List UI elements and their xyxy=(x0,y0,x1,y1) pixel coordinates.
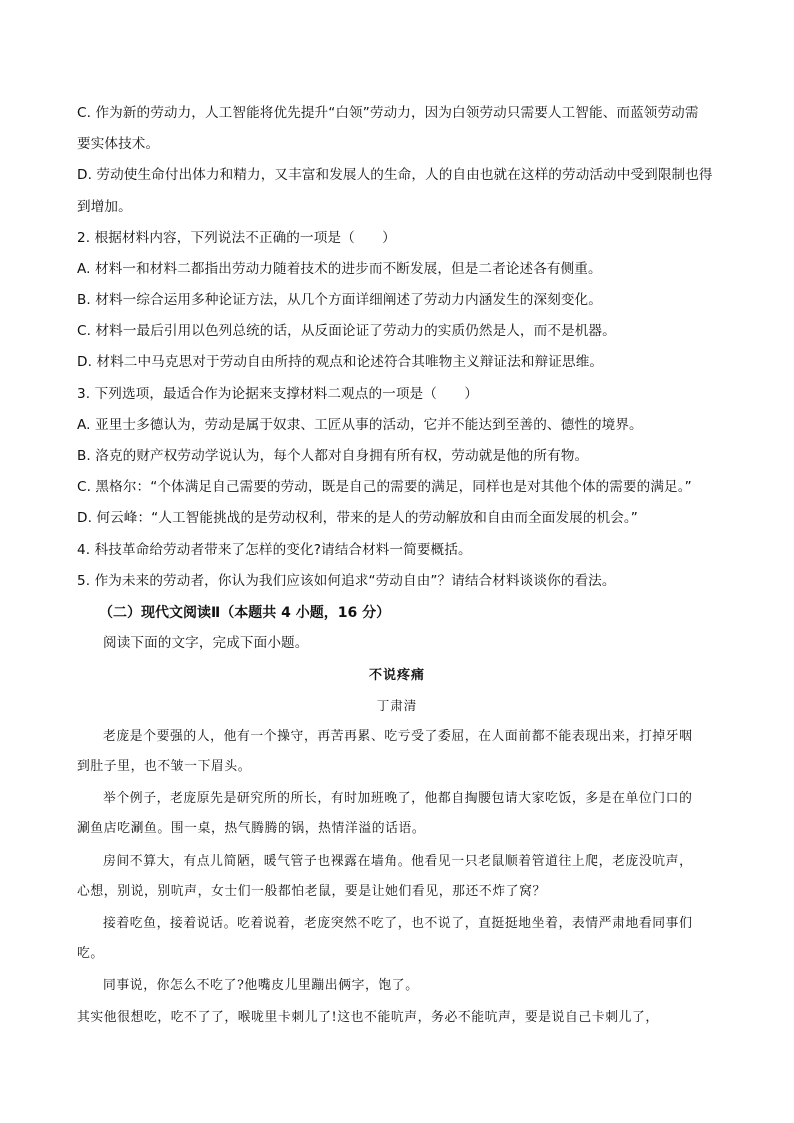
q1-option-d-line2: 到增加。 xyxy=(77,199,132,215)
story-paragraph-5: 同事说，你怎么不吃了?他嘴皮儿里蹦出俩字，饱了。 xyxy=(103,978,419,993)
story-author: 丁肃清 xyxy=(376,698,418,713)
q3-option-b: B. 洛克的财产权劳动学说认为，每个人都对自身拥有所有权，劳动就是他的所有物。 xyxy=(77,448,589,464)
story-paragraph-2-line2: 涮鱼店吃涮鱼。围一桌，热气腾腾的锅，热情洋溢的话语。 xyxy=(77,821,426,836)
question-3: 3. 下列选项，最适合作为论据来支撑材料二观点的一项是（ ） xyxy=(77,386,479,402)
story-paragraph-1-line2: 到肚子里，也不皱一下眉头。 xyxy=(77,759,252,774)
story-paragraph-3-line1: 房间不算大，有点儿简陋，暖气管子也裸露在墙角。他看见一只老鼠顺着管道往上爬，老庞没吭声， xyxy=(103,854,693,869)
q1-option-d-line1: D. 劳动使生命付出体力和精力，又丰富和发展人的生命，人的自由也就在这样的劳动活动中受到限制也得 xyxy=(77,167,713,183)
question-5: 5. 作为未来的劳动者，你认为我们应该如何追求“劳动自由”？请结合材料谈谈你的看法。 xyxy=(77,573,616,589)
story-title: 不说疼痛 xyxy=(368,668,425,683)
story-paragraph-4-line1: 接着吃鱼，接着说话。吃着说着，老庞突然不吃了，也不说了，直挺挺地坐着，表情严肃地看同事们 xyxy=(103,916,693,931)
q3-option-d: D. 何云峰：“人工智能挑战的是劳动权利，带来的是人的劳动解放和自由而全面发展的机会。” xyxy=(77,510,638,526)
question-4: 4. 科技革命给劳动者带来了怎样的变化?请结合材料一简要概括。 xyxy=(77,542,472,558)
story-paragraph-3-line2: 心想，别说，别吭声，女士们一般都怕老鼠，要是让她们看见，那还不炸了窝？ xyxy=(77,884,546,899)
q3-option-a: A. 亚里士多德认为，劳动是属于奴隶、工匠从事的活动，它并不能达到至善的、德性的境界。 xyxy=(77,417,643,433)
story-paragraph-1-line1: 老庞是个要强的人，他有一个操守，再苦再累、吃亏受了委屈，在人面前都不能表现出来，打掉牙咽 xyxy=(103,729,693,744)
q2-option-d: D. 材料二中马克思对于劳动自由所持的观点和论述符合其唯物主义辩证法和辩证思维。 xyxy=(77,354,604,370)
section-instruction: 阅读下面的文字，完成下面小题。 xyxy=(103,635,309,651)
q2-option-b: B. 材料一综合运用多种论证方法，从几个方面详细阐述了劳动力内涵发生的深刻变化。 xyxy=(77,292,602,308)
q2-option-a: A. 材料一和材料二都指出劳动力随着技术的进步而不断发展，但是二者论述各有侧重。 xyxy=(77,261,602,277)
question-2: 2. 根据材料内容，下列说法不正确的一项是（ ） xyxy=(77,230,396,246)
q1-option-c-line2: 要实体技术。 xyxy=(77,136,160,152)
story-paragraph-2-line1: 举个例子，老庞原先是研究所的所长，有时加班晚了，他都自掏腰包请大家吃饭，多是在单位门口的 xyxy=(103,791,693,806)
story-paragraph-6: 其实他很想吃，吃不了了，喉咙里卡刺儿了!这也不能吭声，务必不能吭声，要是说自己卡刺儿了， xyxy=(77,1010,659,1025)
q1-option-c-line1: C. 作为新的劳动力，人工智能将优先提升“白领”劳动力，因为白领劳动只需要人工智能、而蓝领劳动需 xyxy=(77,105,699,121)
story-paragraph-4-line2: 吃。 xyxy=(77,946,104,961)
q2-option-c: C. 材料一最后引用以色列总统的话，从反面论证了劳动力的实质仍然是人，而不是机器。 xyxy=(77,323,616,339)
section-heading: （二）现代文阅读Ⅱ（本题共 4 小题，16 分） xyxy=(99,605,391,621)
q3-option-c: C. 黑格尔：“个体满足自己需要的劳动，既是自己的需要的满足，同样也是对其他个体的需要的满足。” xyxy=(77,479,692,495)
